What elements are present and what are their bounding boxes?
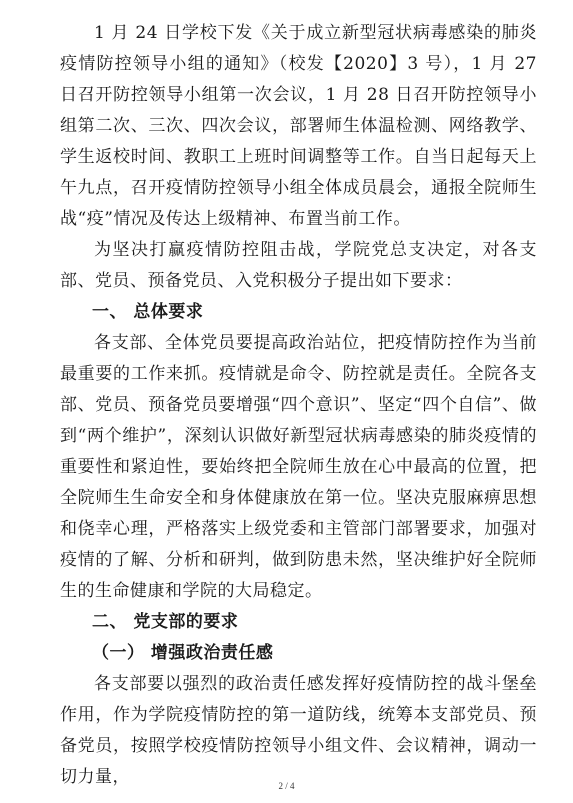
section-heading-branch-requirements: 二、 党支部的要求	[92, 612, 239, 632]
paragraph-decision: 为坚决打赢疫情防控阻击战，学院党总支决定，对各支部、党员、预备党员、入党积极分子提出如下要求：	[60, 240, 537, 291]
paragraph-meetings: 1 月 24 日学校下发《关于成立新型冠状病毒感染的肺炎疫情防控领导小组的通知》（校发【2020】3 号），1 月 27 日召开防控领导小组第一次会议，1 月 28 日召开防控领导小组第二次、三次、四次会议，部署师生体温检测、网络教学、学生返校时间、教职工上班时间调整等工作。自当日起每天上午九点，召开疫情防控领导小组全体成员晨会，通报全院师生战“疫”情况及传达上级精神、布置当前工作。	[60, 23, 537, 229]
subsection-heading-political-responsibility: （一） 增强政治责任感	[92, 643, 274, 663]
paragraph-overall-requirements: 各支部、全体党员要提高政治站位，把疫情防控作为当前最重要的工作来抓。疫情就是命令、防控就是责任。全院各支部、党员、预备党员要增强“四个意识”、坚定“四个自信”、做到“两个维护”，深刻认识做好新型冠状病毒感染的肺炎疫情的重要性和紧迫性，要始终把全院师生放在心中最高的位置，把全院师生生命安全和身体健康放在第一位。坚决克服麻痹思想和侥幸心理，严格落实上级党委和主管部门部署要求，加强对疫情的了解、分析和研判，做到防患未然，坚决维护好全院师生的生命健康和学院的大局稳定。	[60, 333, 537, 601]
page-number: 2 / 4	[278, 781, 295, 791]
section-heading-overall-requirements: 一、 总体要求	[92, 302, 204, 322]
paragraph-branch-duties: 各支部要以强烈的政治责任感发挥好疫情防控的战斗堡垒作用，作为学院疫情防控的第一道防线，统筹本支部党员、预备党员，按照学校疫情防控领导小组文件、会议精神，调动一切力量，	[60, 674, 537, 787]
